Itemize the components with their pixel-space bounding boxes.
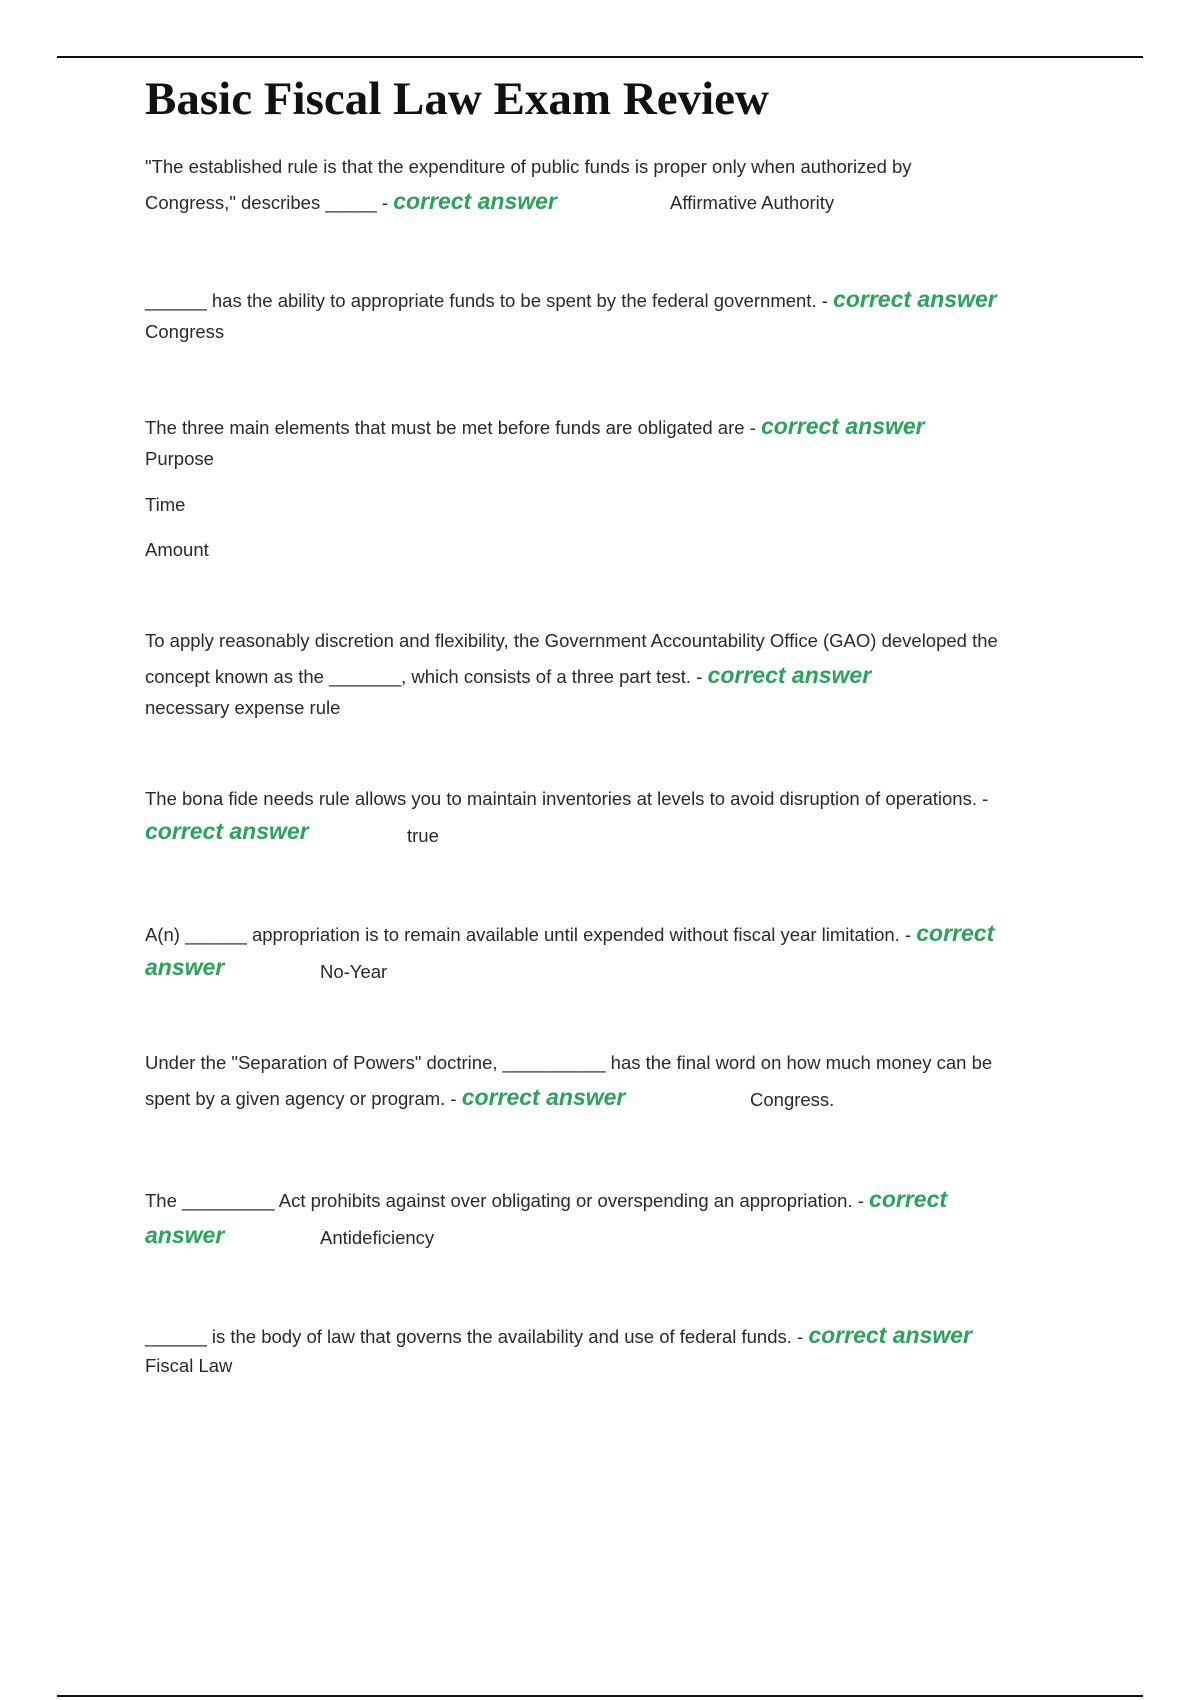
correct-answer-label: answer (145, 954, 225, 980)
answer-text: Amount (145, 539, 209, 560)
correct-answer-label: correct answer (760, 413, 925, 439)
correct-answer-label: correct answer (808, 1322, 972, 1348)
question-line (145, 662, 871, 689)
question-line (145, 413, 925, 440)
correct-answer-label: correct answer (833, 286, 997, 312)
answer-text: Purpose (145, 448, 214, 469)
answer-text: Antideficiency (320, 1227, 435, 1248)
correct-answer-label: answer (145, 1222, 225, 1248)
answer-text: No-Year (320, 961, 388, 982)
answer-text: Time (145, 494, 186, 515)
question-line (145, 286, 997, 313)
question-line: The bona fide needs rule allows you to maintain inventories at levels to avoid disruption of operations. - (145, 788, 989, 809)
question-line: Under the "Separation of Powers" doctrine, __________ has the final word on how much money can be (145, 1052, 993, 1073)
question-text: ______ is the body of law that governs the availability and use of federal funds. - (145, 1326, 804, 1347)
answer-text: Fiscal Law (145, 1355, 233, 1376)
question-text: concept known as the _______, which consists of a three part test. - (145, 666, 703, 687)
question-line (145, 1222, 224, 1249)
correct-answer-label: correct answer (145, 818, 309, 844)
question-text: Congress," describes _____ - (145, 192, 389, 213)
top-rule (57, 56, 1143, 58)
question-line (145, 920, 994, 947)
question-line: "The established rule is that the expenditure of public funds is proper only when authorized by (145, 156, 912, 177)
correct-answer-label: correct answer (707, 662, 872, 688)
question-line (145, 818, 309, 845)
answer-text: true (407, 825, 439, 846)
question-text: The _________ Act prohibits against over obligating or overspending an appropriation. - (145, 1190, 864, 1211)
question-text: The three main elements that must be met before funds are obligated are - (145, 417, 756, 438)
question-line (145, 1084, 625, 1111)
question-line (145, 1322, 972, 1349)
correct-answer-label: correct answer (461, 1084, 626, 1110)
page-title: Basic Fiscal Law Exam Review (145, 73, 769, 125)
question-text: ______ has the ability to appropriate funds to be spent by the federal government. - (145, 290, 828, 311)
answer-text: Congress (145, 321, 225, 342)
correct-answer-label: correct (916, 920, 995, 946)
bottom-rule (57, 1695, 1143, 1697)
answer-text: Affirmative Authority (670, 192, 835, 213)
question-text: A(n) ______ appropriation is to remain available until expended without fiscal year limitation. - (145, 924, 912, 945)
question-line (145, 188, 557, 215)
question-line: To apply reasonably discretion and flexibility, the Government Accountability Office (GAO) developed the (145, 630, 998, 651)
answer-text: Congress. (750, 1089, 835, 1110)
question-line (145, 1186, 947, 1213)
question-line (145, 954, 224, 981)
question-text: spent by a given agency or program. - (145, 1088, 457, 1109)
correct-answer-label: correct (869, 1186, 948, 1212)
correct-answer-label: correct answer (393, 188, 557, 214)
answer-text: necessary expense rule (145, 697, 341, 718)
